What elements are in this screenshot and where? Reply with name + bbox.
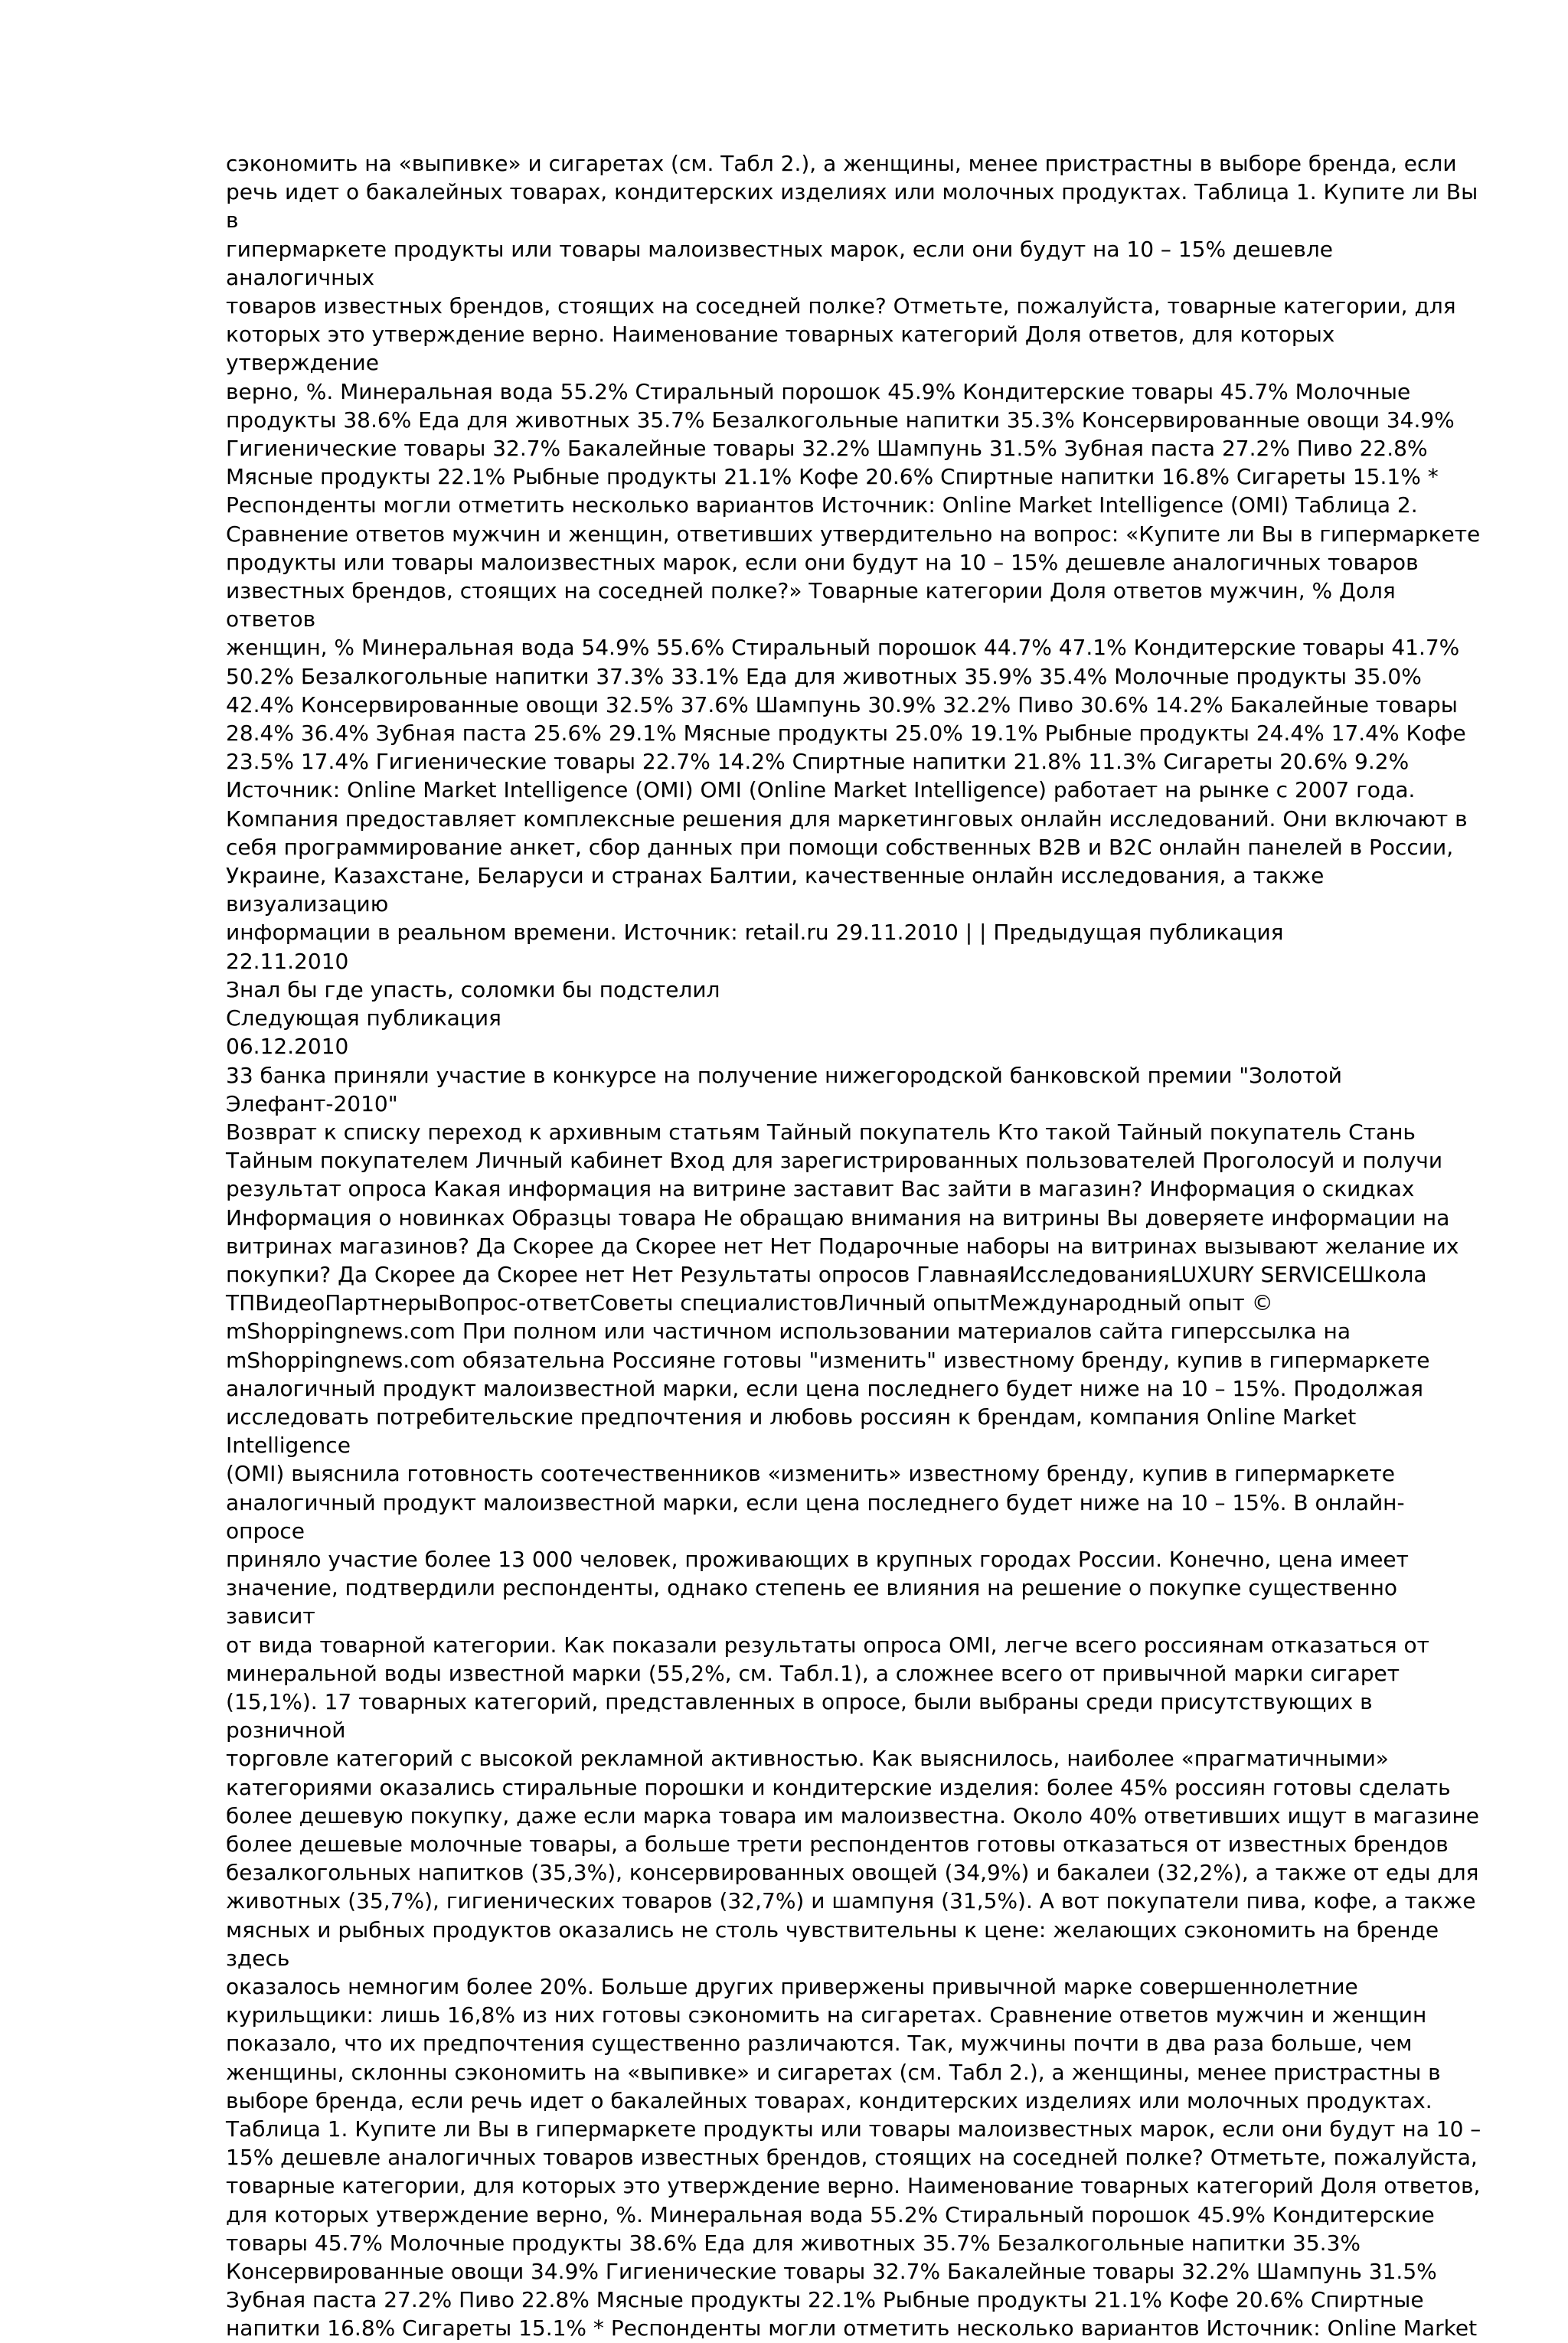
article-text-part-2: Возврат к списку переход к архивным статьям Тайный покупатель Кто такой Тайный покупатель Стань Тайным покупателем Личный кабинет Вход для зарегистрированных пользователей Проголосуй и получи результат опроса Какая информация на витрине заставит Вас зайти в магазин? Информация о скидках Информация о новинках Образцы товара Не обращаю внимания на витрины Вы доверяете информации на витринах магазинов? Да Скорее да Скорее нет Нет Подарочные наборы на витринах вызывают желание их покупки? Да Скорее да Скорее нет Нет Результаты опросов ГлавнаяИсследованияLUXURY SERVICEШкола ТПВидеоПартнерыВопрос-ответСоветы специалистовЛичный опытМеждународный опыт © mShoppingnews.com При полном или частичном использовании материалов сайта гиперссылка на mShoppingnews.com обязательна Россияне готовы "изменить" известному бренду, купив в гипермаркете аналогичный продукт малоизвестной марки, если цена последнего будет ниже на 10 – 15%. Продолжая исследовать потребительские предпочтения и любовь россиян к брендам, компания Online Market Intelligence (OMI) выяснила готовность соотечественников «изменить» известному бренду, купив в гипермаркете аналогичный продукт малоизвестной марки, если цена последнего будет ниже на 10 – 15%. В онлайн-опросе приняло участие более 13 000 человек, проживающих в крупных городах России. Конечно, цена имеет значение, подтвердили респонденты, однако степень ее влияния на решение о покупке существенно зависит от вида товарной категории. Как показали результаты опроса OMI, легче всего россиянам отказаться от минеральной воды известной марки (55,2%, см. Табл.1), а сложнее всего от привычной марки сигарет (15,1%). 17 товарных категорий, представленных в опросе, были выбраны среди присутствующих в розничной торговле категорий с высокой рекламной активностью. Как выяснилось, наиболее «прагматичными» категориями оказались стиральные порошки и кондитерские изделия: более 45% россиян готовы сделать более дешевую покупку, даже если марка товара им малоизвестна. Около 40% ответивших ищут в магазине более дешевые молочные товары, а больше трети респондентов готовы отказаться от известных брендов безалкогольных напитков (35,3%), консервированных овощей (34,9%) и бакалеи (32,2%), а также от еды для животных (35,7%), гигиенических товаров (32,7%) и шампуня (31,5%). А вот покупатели пива, кофе, а также мясных и рыбных продуктов оказались не столь чувствительны к цене: желающих сэкономить на бренде здесь оказалось немногим более 20%. Больше других привержены привычной марке совершеннолетние курильщики: лишь 16,8% из них готовы сэкономить на сигаретах. Сравнение ответов мужчин и женщин показало, что их предпочтения существенно различаются. Так, мужчины почти в два раза больше, чем женщины, склонны сэкономить на «выпивке» и сигаретах (см. Табл 2.), а женщины, менее пристрастны в выборе бренда, если речь идет о бакалейных товарах, кондитерских изделиях или молочных продуктах. Таблица 1. Купите ли Вы в гипермаркете продукты или товары малоизвестных марок, если они будут на 10 – 15% дешевле аналогичных товаров известных брендов, стоящих на соседней полке? Отметьте, пожалуйста, товарные категории, для которых это утверждение верно. Наименование товарных категорий Доля ответов, для которых утверждение верно, %. Минеральная вода 55.2% Стиральный порошок 45.9% Кондитерские товары 45.7% Молочные продукты 38.6% Еда для животных 35.7% Безалкогольные напитки 35.3% Консервированные овощи 34.9% Гигиенические товары 32.7% Бакалейные товары 32.2% Шампунь 31.5% Зубная паста 27.2% Пиво 22.8% Мясные продукты 22.1% Рыбные продукты 21.1% Кофе 20.6% Спиртные напитки 16.8% Сигареты 15.1% * Респонденты могли отметить несколько вариантов Источник: Online Market bbox=[226, 1119, 1481, 2341]
next-publication-label: Следующая публикация bbox=[226, 1005, 501, 1031]
next-publication-link[interactable]: 33 банка приняли участие в конкурсе на получение нижегородской банковской премии "Золотой Элефант-2010" bbox=[226, 1062, 1342, 1116]
previous-publication-date: 22.11.2010 bbox=[226, 948, 349, 974]
document-page bbox=[226, 149, 1481, 2343]
next-publication-date: 06.12.2010 bbox=[226, 1034, 349, 1060]
article-text-part-1: сэкономить на «выпивке» и сигаретах (см. Табл 2.), а женщины, менее пристрастны в выборе бренда, если речь идет о бакалейных товарах, кондитерских изделиях или молочных продуктах. Таблица 1. Купите ли Вы в гипермаркете продукты или товары малоизвестных марок, если они будут на 10 – 15% дешевле аналогичных товаров известных брендов, стоящих на соседней полке? Отметьте, пожалуйста, товарные категории, для которых это утверждение верно. Наименование товарных категорий Доля ответов, для которых утверждение верно, %. Минеральная вода 55.2% Стиральный порошок 45.9% Кондитерские товары 45.7% Молочные продукты 38.6% Еда для животных 35.7% Безалкогольные напитки 35.3% Консервированные овощи 34.9% Гигиенические товары 32.7% Бакалейные товары 32.2% Шампунь 31.5% Зубная паста 27.2% Пиво 22.8% Мясные продукты 22.1% Рыбные продукты 21.1% Кофе 20.6% Спиртные напитки 16.8% Сигареты 15.1% * Респонденты могли отметить несколько вариантов Источник: Online Market Intelligence (OMI) Таблица 2. Сравнение ответов мужчин и женщин, ответивших утвердительно на вопрос: «Купите ли Вы в гипермаркете продукты или товары малоизвестных марок, если они будут на 10 – 15% дешевле аналогичных товаров известных брендов, стоящих на соседней полке?» Товарные категории Доля ответов мужчин, % Доля ответов женщин, % Минеральная вода 54.9% 55.6% Стиральный порошок 44.7% 47.1% Кондитерские товары 41.7% 50.2% Безалкогольные напитки 37.3% 33.1% Еда для животных 35.9% 35.4% Молочные продукты 35.0% 42.4% Консервированные овощи 32.5% 37.6% Шампунь 30.9% 32.2% Пиво 30.6% 14.2% Бакалейные товары 28.4% 36.4% Зубная паста 25.6% 29.1% Мясные продукты 25.0% 19.1% Рыбные продукты 24.4% 17.4% Кофе 23.5% 17.4% Гигиенические товары 22.7% 14.2% Спиртные напитки 21.8% 11.3% Сигареты 20.6% 9.2% Источник: Online Market Intelligence (OMI) OMI (Online Market Intelligence) работает на рынке с 2007 года. Компания предоставляет комплексные решения для маркетинговых онлайн исследований. Они включают в себя программирование анкет, сбор данных при помощи собственных B2B и B2C онлайн панелей в России, Украине, Казахстане, Беларуси и странах Балтии, качественные онлайн исследования, а также визуализацию информации в реальном времени. Источник: retail.ru 29.11.2010 | | Предыдущая публикация bbox=[226, 151, 1481, 946]
previous-publication-link[interactable]: Знал бы где упасть, соломки бы подстелил bbox=[226, 976, 720, 1002]
